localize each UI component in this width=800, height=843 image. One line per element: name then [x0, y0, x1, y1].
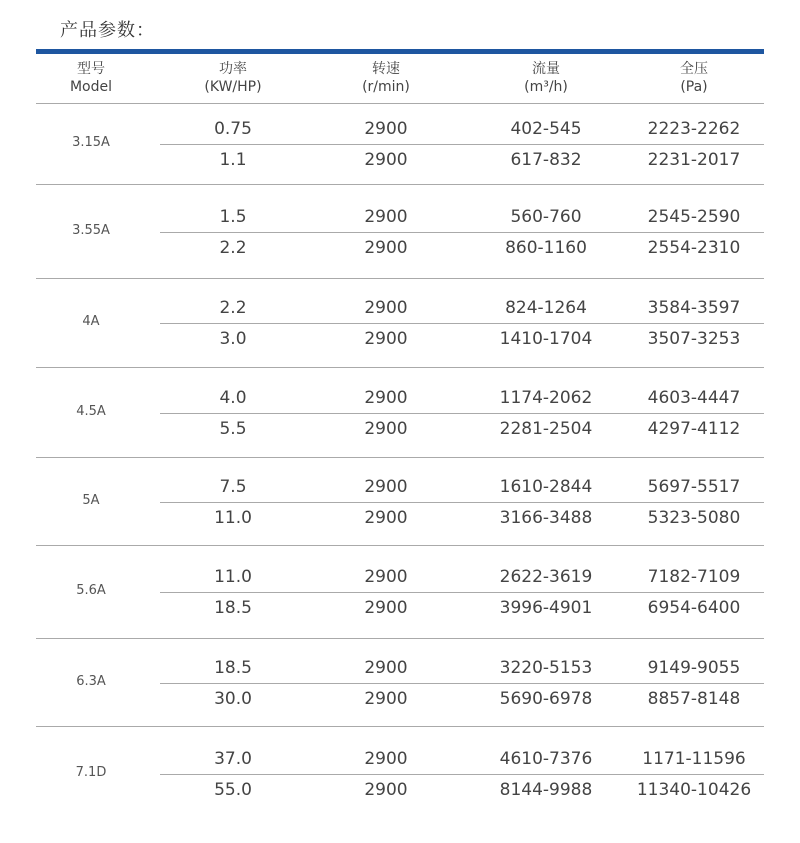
model-cell: 3.55A: [72, 222, 110, 238]
header-flow-zh: 流量: [532, 61, 560, 77]
table-row: [160, 653, 764, 683]
power-cell: 30.0: [214, 688, 252, 709]
table-row: [160, 114, 764, 144]
speed-cell: 2900: [364, 598, 408, 618]
table-row: [160, 472, 764, 502]
header-power-zh: 功率: [219, 61, 247, 77]
power-cell: 18.5: [214, 657, 252, 678]
flow-cell: 824-1264: [505, 298, 587, 318]
model-group: [36, 639, 764, 726]
power-cell: 2.2: [219, 298, 247, 318]
title-rule: [36, 49, 764, 54]
header-model-zh: 型号: [77, 61, 105, 77]
pressure-cell: 9149-9055: [647, 657, 741, 678]
pressure-cell: 2231-2017: [647, 150, 741, 170]
row-divider: [160, 323, 764, 324]
table-row: [160, 293, 764, 323]
pressure-cell: 8857-8148: [647, 688, 741, 709]
pressure-cell: 5697-5517: [647, 476, 741, 497]
header-pressure-en: (Pa): [680, 79, 708, 95]
power-cell: 55.0: [214, 779, 252, 800]
power-cell: 4.0: [219, 387, 247, 408]
power-cell: 7.5: [219, 476, 247, 497]
table-row: [160, 324, 764, 354]
power-cell: 1.5: [219, 206, 247, 227]
model-cell: 5A: [82, 492, 100, 508]
flow-cell: 3996-4901: [499, 598, 593, 618]
flow-cell: 8144-9988: [499, 779, 593, 800]
table-row: [160, 383, 764, 413]
power-cell: 1.1: [219, 150, 247, 170]
row-divider: [160, 774, 764, 775]
speed-cell: 2900: [364, 298, 408, 318]
header-flow: [466, 60, 626, 96]
table-header: [36, 60, 764, 103]
row-divider: [160, 683, 764, 684]
pressure-cell: 3584-3597: [647, 298, 741, 318]
flow-cell: 3166-3488: [499, 507, 593, 528]
pressure-cell: 4603-4447: [647, 387, 741, 408]
power-cell: 0.75: [214, 119, 252, 139]
model-cell: 7.1D: [75, 764, 107, 780]
header-model-en: Model: [69, 79, 113, 95]
flow-cell: 5690-6978: [499, 688, 593, 709]
table-row: [160, 145, 764, 175]
model-group: [36, 368, 764, 457]
header-pressure: [624, 60, 764, 96]
table-row: [160, 744, 764, 774]
pressure-cell: 6954-6400: [647, 598, 741, 618]
model-group: [36, 104, 764, 184]
table-row: [160, 562, 764, 592]
power-cell: 11.0: [214, 567, 252, 587]
pressure-cell: 2554-2310: [647, 237, 741, 258]
speed-cell: 2900: [364, 329, 408, 349]
table-row: [160, 775, 764, 805]
speed-cell: 2900: [364, 507, 408, 528]
pressure-cell: 7182-7109: [647, 567, 741, 587]
model-group: [36, 727, 764, 820]
header-power: [160, 60, 306, 96]
model-cell: 6.3A: [76, 673, 106, 689]
table-row: [160, 233, 764, 263]
power-cell: 11.0: [214, 507, 252, 528]
power-cell: 5.5: [219, 418, 247, 439]
header-flow-en: (m³/h): [524, 79, 568, 95]
row-divider: [160, 502, 764, 503]
flow-cell: 4610-7376: [499, 748, 593, 769]
power-cell: 2.2: [219, 237, 247, 258]
speed-cell: 2900: [364, 748, 408, 769]
header-speed-en: (r/min): [362, 79, 410, 95]
row-divider: [160, 144, 764, 145]
header-power-en: (KW/HP): [204, 79, 262, 95]
power-cell: 18.5: [214, 598, 252, 618]
section-title: 产品参数：: [60, 20, 155, 41]
row-divider: [160, 592, 764, 593]
speed-cell: 2900: [364, 779, 408, 800]
model-cell: 5.6A: [76, 583, 106, 598]
table-row: [160, 684, 764, 714]
flow-cell: 3220-5153: [499, 657, 593, 678]
speed-cell: 2900: [364, 387, 408, 408]
power-cell: 37.0: [214, 748, 252, 769]
flow-cell: 2622-3619: [499, 567, 593, 587]
row-divider: [160, 232, 764, 233]
pressure-cell: 3507-3253: [647, 329, 741, 349]
pressure-cell: 2545-2590: [647, 206, 741, 227]
speed-cell: 2900: [364, 657, 408, 678]
flow-cell: 860-1160: [505, 237, 587, 258]
speed-cell: 2900: [364, 150, 408, 170]
model-cell: 4.5A: [76, 403, 106, 419]
flow-cell: 1410-1704: [499, 329, 593, 349]
pressure-cell: 11340-10426: [636, 779, 752, 800]
pressure-cell: 1171-11596: [642, 748, 746, 769]
flow-cell: 1610-2844: [499, 476, 593, 497]
model-group: [36, 546, 764, 638]
flow-cell: 1174-2062: [499, 387, 593, 408]
header-speed: [316, 60, 456, 96]
pressure-cell: 4297-4112: [647, 418, 741, 439]
flow-cell: 617-832: [510, 150, 582, 170]
speed-cell: 2900: [364, 688, 408, 709]
speed-cell: 2900: [364, 476, 408, 497]
flow-cell: 2281-2504: [499, 418, 593, 439]
model-cell: 3.15A: [72, 135, 110, 150]
speed-cell: 2900: [364, 237, 408, 258]
header-speed-zh: 转速: [372, 61, 400, 77]
model-group: [36, 458, 764, 545]
header-pressure-zh: 全压: [680, 61, 708, 77]
pressure-cell: 2223-2262: [647, 119, 741, 139]
header-model: [36, 60, 146, 96]
speed-cell: 2900: [364, 206, 408, 227]
model-cell: 4A: [82, 314, 100, 329]
flow-cell: 560-760: [510, 206, 582, 227]
speed-cell: 2900: [364, 567, 408, 587]
model-group: [36, 279, 764, 367]
speed-cell: 2900: [364, 119, 408, 139]
model-group: [36, 185, 764, 278]
row-divider: [160, 413, 764, 414]
table-row: [160, 503, 764, 533]
flow-cell: 402-545: [510, 119, 582, 139]
speed-cell: 2900: [364, 418, 408, 439]
table-row: [160, 202, 764, 232]
table-row: [160, 414, 764, 444]
power-cell: 3.0: [219, 329, 247, 349]
table-row: [160, 593, 764, 623]
pressure-cell: 5323-5080: [647, 507, 741, 528]
